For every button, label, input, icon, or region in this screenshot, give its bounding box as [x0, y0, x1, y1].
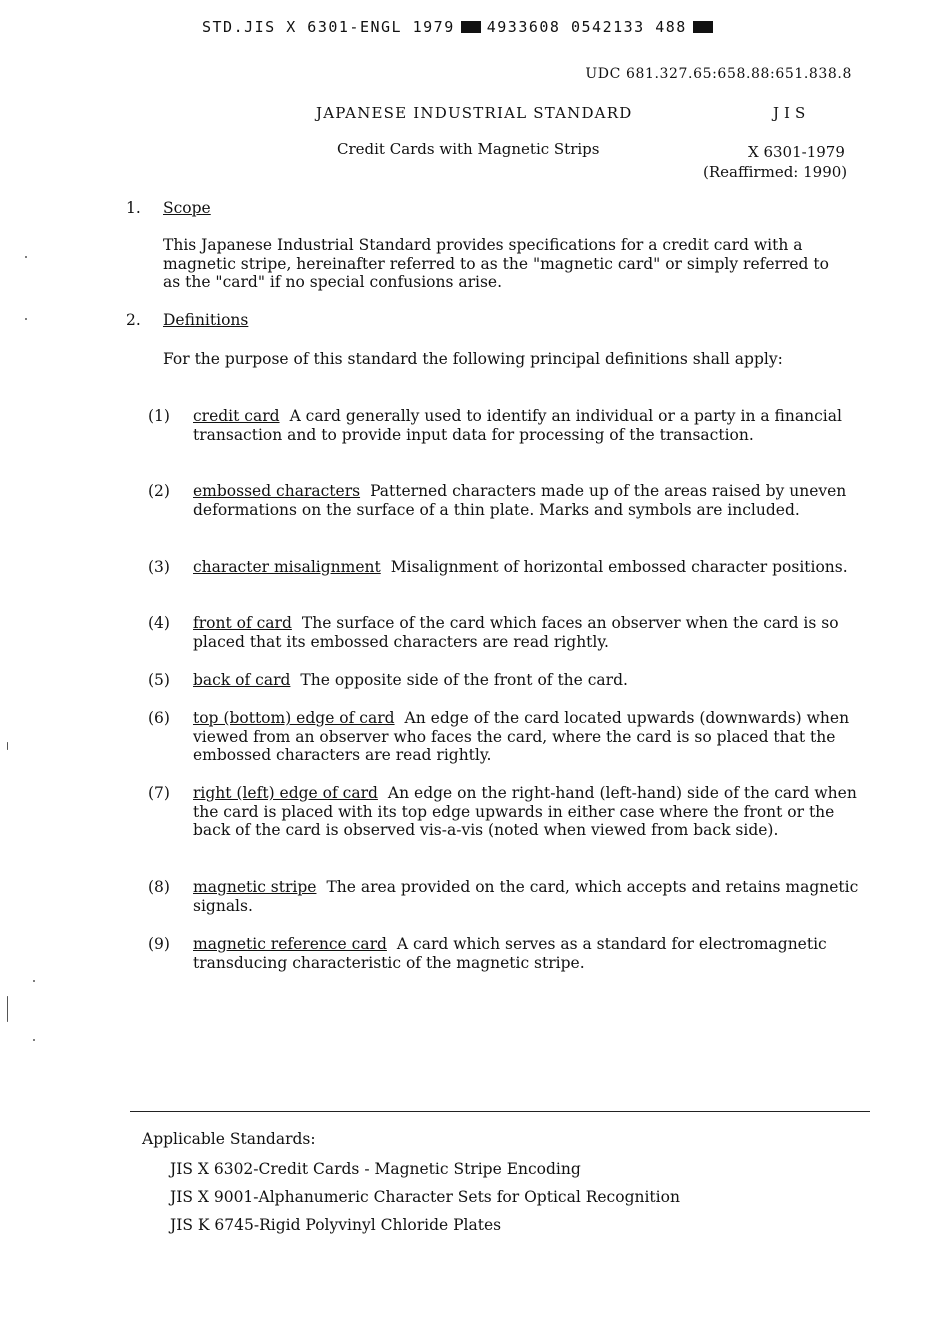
scan-speck — [33, 980, 35, 982]
definition-term: magnetic stripe — [193, 878, 317, 896]
definition-term: back of card — [193, 671, 291, 689]
section-title: Scope — [163, 199, 211, 217]
definition-text: The opposite side of the front of the card. — [300, 671, 628, 689]
definition-number: (2) — [148, 482, 170, 500]
definition-text: An edge on the right-hand (left-hand) side of the card when the card is placed with its top edge upwards in either case where the front or the back of the card is observed vis-a-vis (noted when viewed from back side). — [193, 784, 857, 839]
definition-number: (1) — [148, 407, 170, 425]
definition-item — [148, 878, 860, 915]
organization-title: JAPANESE INDUSTRIAL STANDARD — [316, 104, 633, 122]
applicable-standard-item: JIS X 6302-Credit Cards - Magnetic Stripe Encoding — [170, 1160, 581, 1178]
definition-text: Patterned characters made up of the areas raised by uneven deformations on the surface of a thin plate. Marks and symbols are included. — [193, 482, 847, 519]
jis-mark: JIS — [773, 104, 811, 122]
scan-speck — [25, 318, 27, 320]
definition-item — [148, 784, 860, 840]
paragraph-text: For the purpose of this standard the following principal definitions shall apply: — [163, 350, 783, 368]
definition-text: A card which serves as a standard for electromagnetic transducing characteristic of the magnetic stripe. — [193, 935, 827, 972]
applicable-standard-item: JIS K 6745-Rigid Polyvinyl Chloride Plates — [170, 1216, 502, 1234]
scan-speck — [7, 996, 8, 1022]
applicable-standard-item: JIS X 9001-Alphanumeric Character Sets for Optical Recognition — [170, 1188, 680, 1206]
section-number: 2. — [126, 311, 141, 329]
definition-item — [148, 407, 860, 444]
definition-term: right (left) edge of card — [193, 784, 378, 802]
definition-number: (6) — [148, 709, 170, 727]
scope-paragraph — [126, 236, 838, 292]
definition-term: front of card — [193, 614, 292, 632]
definition-item — [148, 709, 860, 765]
definition-item — [148, 614, 860, 651]
definition-text: An edge of the card located upwards (downwards) when viewed from an observer who faces the card, where the card is so placed that the embossed characters are read rightly. — [193, 709, 850, 764]
reaffirmed-date: (Reaffirmed: 1990) — [703, 163, 848, 181]
definition-number: (5) — [148, 671, 170, 689]
definition-number: (9) — [148, 935, 170, 953]
definition-text: A card generally used to identify an individual or a party in a financial transaction and to provide input data for processing of the transaction. — [193, 407, 842, 444]
definition-text: The area provided on the card, which accepts and retains magnetic signals. — [193, 878, 859, 915]
document-code-header — [202, 18, 719, 36]
definitions-paragraph — [126, 350, 838, 369]
black-block-mark — [693, 21, 713, 33]
definition-item — [148, 935, 860, 972]
udc-classification: UDC 681.327.65:658.88:651.838.8 — [585, 66, 852, 82]
section-heading-scope — [126, 199, 211, 217]
paragraph-text: This Japanese Industrial Standard provides specifications for a credit card with a magnetic stripe, hereinafter referred to as the "magnetic card" or simply referred to as the "card" if no special confusions arise. — [163, 236, 829, 291]
code-prefix: STD.JIS X 6301-ENGL 1979 — [202, 18, 455, 36]
definition-number: (4) — [148, 614, 170, 632]
definition-number: (3) — [148, 558, 170, 576]
black-block-mark — [461, 21, 481, 33]
scan-speck — [7, 742, 8, 750]
definition-text: Misalignment of horizontal embossed character positions. — [390, 558, 848, 576]
definition-number: (8) — [148, 878, 170, 896]
definition-item — [148, 671, 860, 690]
footnote-divider — [130, 1111, 870, 1112]
definition-number: (7) — [148, 784, 170, 802]
standard-number: X 6301-1979 — [748, 143, 845, 161]
scan-speck — [25, 256, 27, 258]
definition-item — [148, 558, 860, 577]
applicable-standards-title: Applicable Standards: — [142, 1130, 316, 1148]
definition-term: character misalignment — [193, 558, 381, 576]
definition-term: top (bottom) edge of card — [193, 709, 395, 727]
definition-term: credit card — [193, 407, 280, 425]
definition-text: The surface of the card which faces an observer when the card is so placed that its embossed characters are read rightly. — [193, 614, 839, 651]
definition-term: magnetic reference card — [193, 935, 387, 953]
definition-term: embossed characters — [193, 482, 361, 500]
section-title: Definitions — [163, 311, 249, 329]
document-title: Credit Cards with Magnetic Strips — [337, 140, 600, 158]
scan-speck — [33, 1039, 35, 1041]
section-heading-definitions — [126, 311, 248, 329]
definition-item — [148, 482, 860, 519]
code-mid: 4933608 0542133 488 — [486, 18, 687, 36]
section-number: 1. — [126, 199, 141, 217]
